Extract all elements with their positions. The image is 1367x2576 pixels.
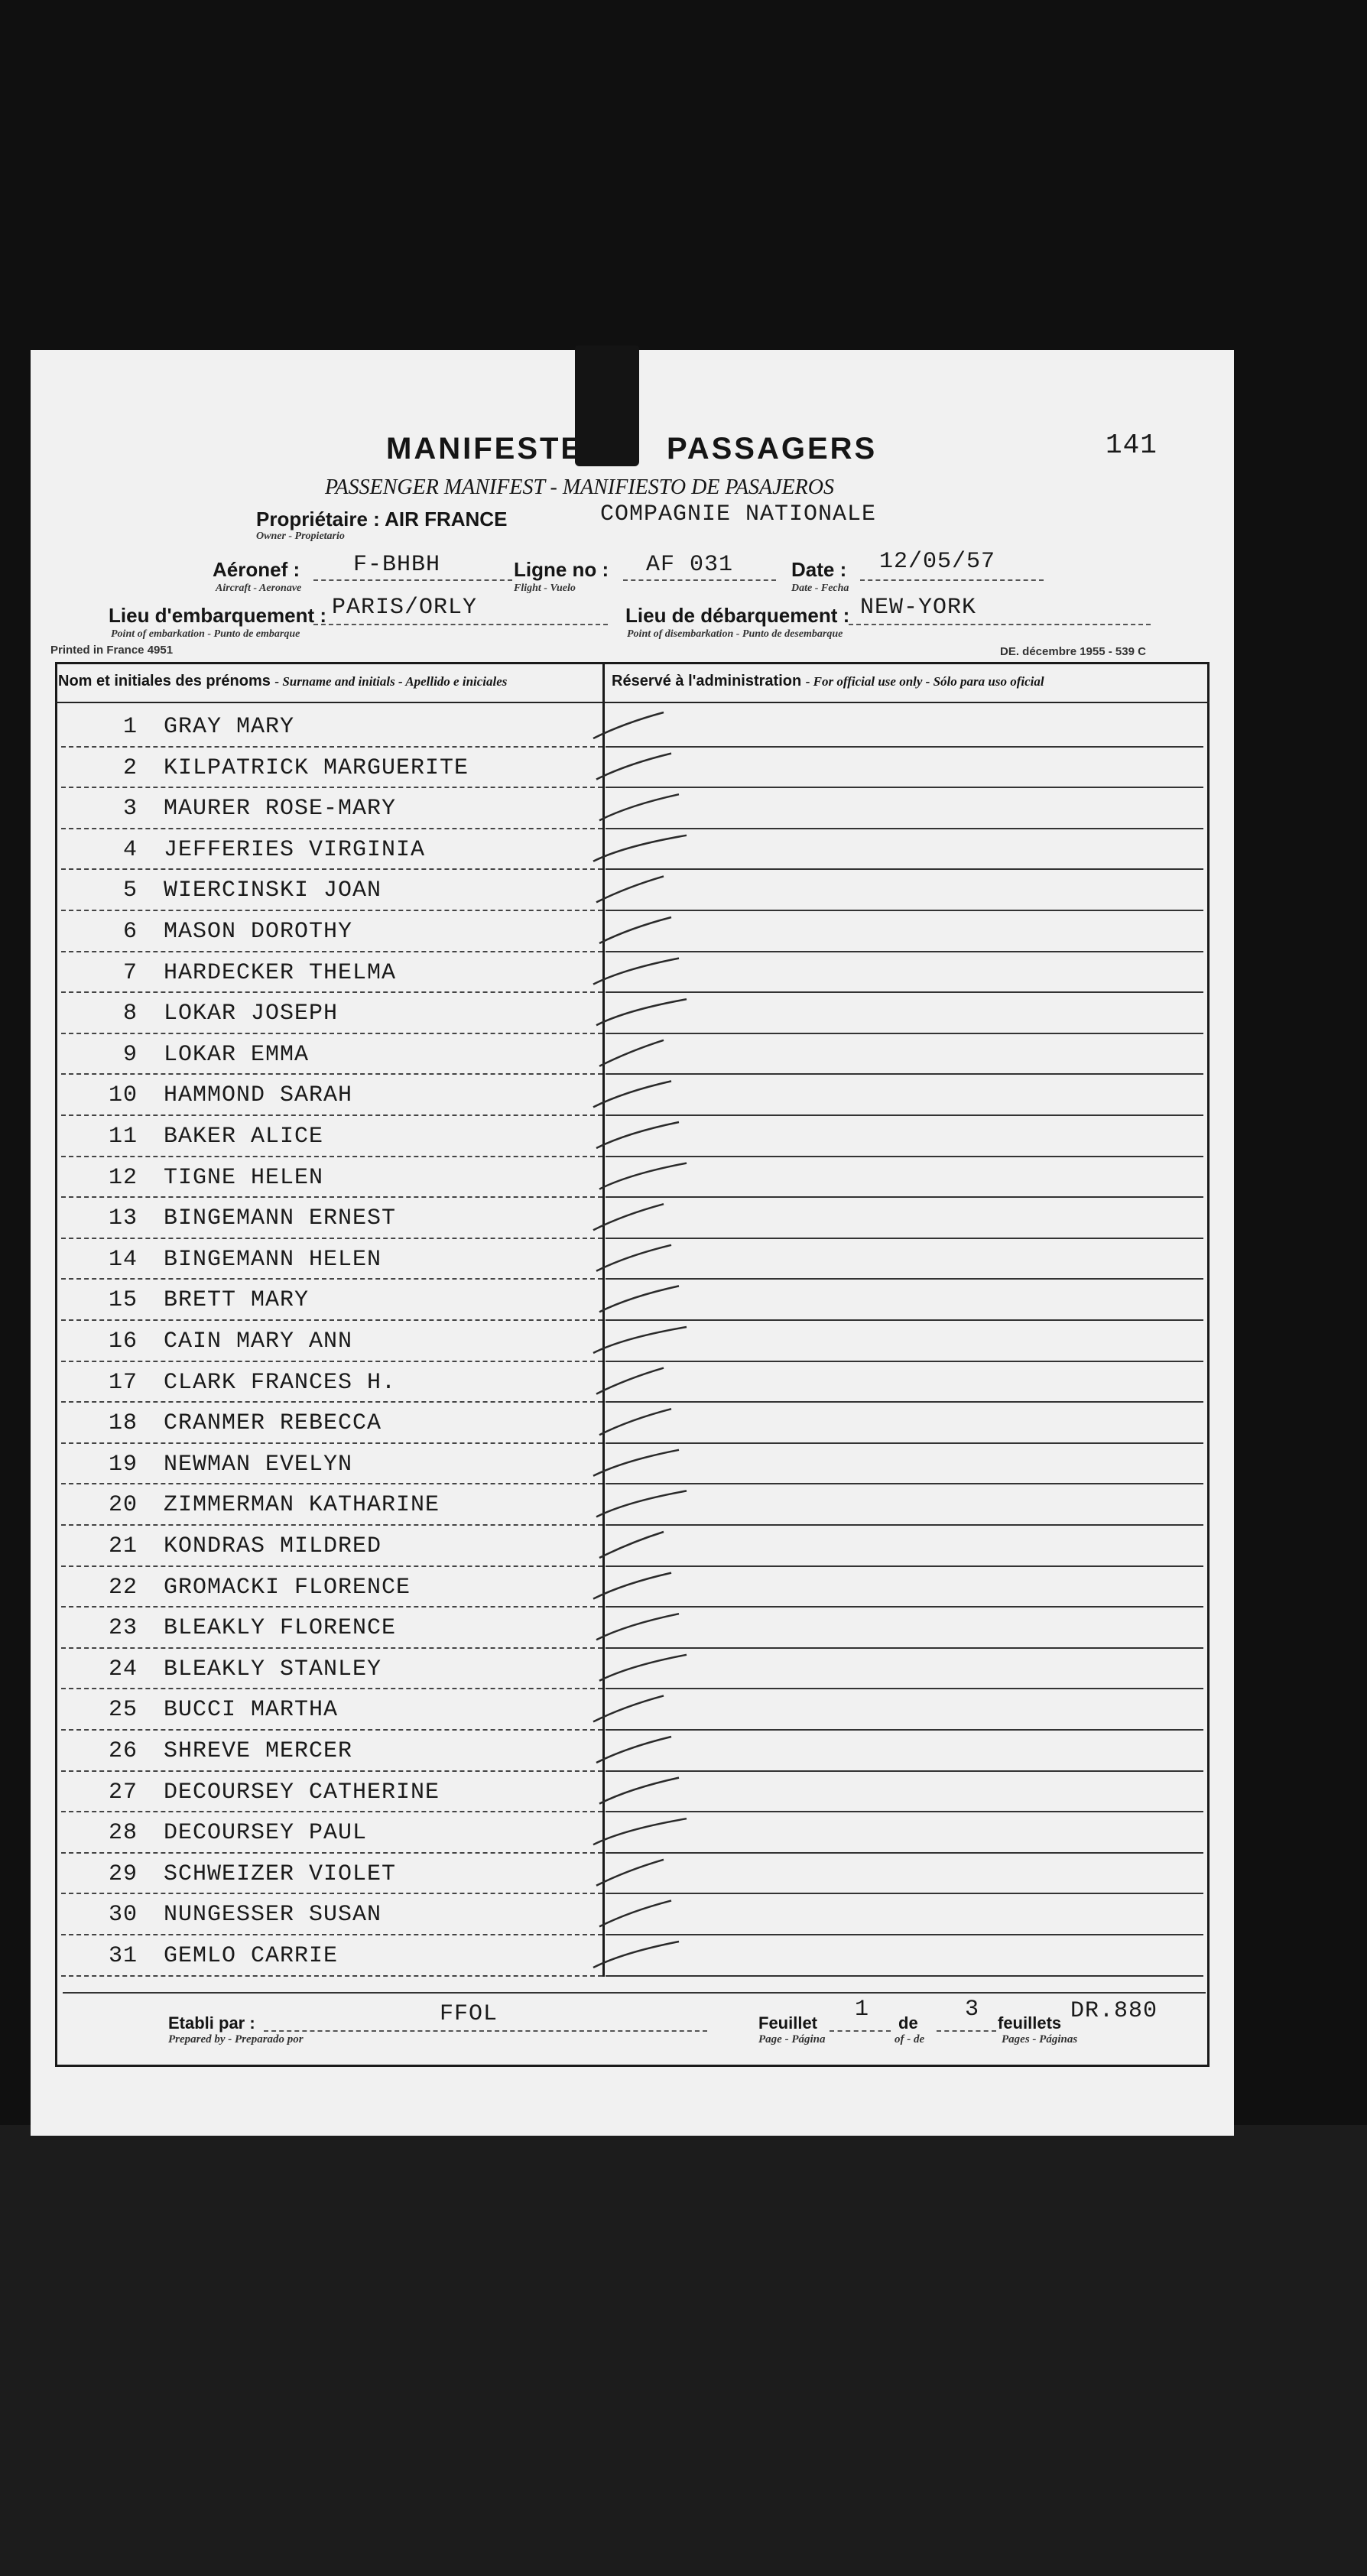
row-number: 18: [108, 1410, 138, 1437]
passenger-name: LOKAR EMMA: [164, 1041, 310, 1068]
passenger-name: HARDECKER THELMA: [164, 959, 397, 986]
of-value: 3: [965, 1997, 980, 2023]
line-value: AF 031: [646, 552, 734, 578]
row-number: 7: [122, 959, 138, 986]
prepared-sublabel: Prepared by - Preparado por: [168, 2033, 304, 2046]
check-mark: [599, 917, 671, 943]
passenger-name: NUNGESSER SUSAN: [164, 1902, 382, 1929]
check-mark: [596, 1737, 671, 1763]
sheet-label: Feuillet: [758, 2013, 818, 2033]
check-mark: [593, 1450, 679, 1476]
row-number: 19: [108, 1451, 138, 1478]
row-number: 1: [122, 714, 138, 740]
sheets-sublabel: Pages - Páginas: [1002, 2033, 1078, 2046]
row-number: 29: [108, 1861, 138, 1887]
aircraft-value: F-BHBH: [353, 552, 441, 578]
passenger-name: DECOURSEY PAUL: [164, 1820, 368, 1847]
footer-rule: [63, 1992, 1206, 1994]
aircraft-label: Aéronef :: [213, 558, 300, 581]
check-mark: [596, 754, 671, 780]
passenger-name: KONDRAS MILDRED: [164, 1533, 382, 1559]
sheet-line: [830, 2030, 891, 2032]
passenger-name: GEMLO CARRIE: [164, 1943, 339, 1969]
check-mark: [593, 1204, 664, 1230]
passenger-name: BRETT MARY: [164, 1287, 310, 1314]
row-number: 9: [122, 1041, 138, 1068]
passenger-name: BUCCI MARTHA: [164, 1697, 339, 1724]
passenger-name: WIERCINSKI JOAN: [164, 878, 382, 904]
check-mark: [593, 959, 679, 985]
prepared-value: FFOL: [440, 2001, 498, 2027]
passenger-name: BAKER ALICE: [164, 1124, 324, 1150]
check-mark: [599, 1532, 664, 1558]
check-mark: [593, 835, 687, 861]
passenger-name: TIGNE HELEN: [164, 1164, 324, 1191]
embark-sublabel: Point of embarkation - Punto de embarque: [111, 628, 300, 640]
row-number: 15: [108, 1287, 138, 1314]
passenger-name: ZIMMERMAN KATHARINE: [164, 1492, 440, 1519]
passenger-name: MAURER ROSE-MARY: [164, 796, 397, 822]
debark-sublabel: Point of disembarkation - Punto de desembarque: [627, 628, 843, 640]
row-number: 2: [122, 754, 138, 781]
row-number: 17: [108, 1369, 138, 1396]
passenger-name: JEFFERIES VIRGINIA: [164, 836, 426, 863]
passenger-name: LOKAR JOSEPH: [164, 1001, 339, 1027]
row-number: 8: [122, 1001, 138, 1027]
sheet-value: 1: [855, 1997, 870, 2023]
check-mark: [599, 1163, 687, 1189]
column-header-official-fr: Réservé à l'administration: [612, 673, 802, 689]
row-number: 30: [108, 1902, 138, 1929]
subtitle: PASSENGER MANIFEST - MANIFIESTO DE PASAJEROS: [325, 475, 834, 499]
sheets-label: feuillets: [998, 2013, 1062, 2033]
row-number: 13: [108, 1205, 138, 1232]
sheet-reference: DR.880: [1070, 1998, 1158, 2024]
passenger-name: CRANMER REBECCA: [164, 1410, 382, 1437]
row-number: 5: [122, 878, 138, 904]
check-mark: [596, 1614, 679, 1640]
row-number: 10: [108, 1082, 138, 1109]
row-number: 26: [108, 1738, 138, 1764]
check-mark: [599, 1900, 671, 1926]
debark-label: Lieu de débarquement :: [625, 604, 850, 627]
row-number: 16: [108, 1329, 138, 1355]
check-mark: [599, 1040, 664, 1066]
check-mark: [593, 1818, 687, 1844]
passenger-name: GRAY MARY: [164, 714, 295, 740]
passenger-name: BINGEMANN HELEN: [164, 1246, 382, 1273]
passenger-name: CAIN MARY ANN: [164, 1329, 353, 1355]
prepared-line: [264, 2030, 707, 2032]
check-mark: [593, 1081, 671, 1107]
row-number: 25: [108, 1697, 138, 1724]
row-number: 24: [108, 1656, 138, 1682]
of-sublabel: of - de: [895, 2033, 925, 2046]
row-number: 31: [108, 1943, 138, 1969]
of-line: [937, 2030, 996, 2032]
check-mark: [596, 1122, 679, 1148]
title-right: PASSAGERS: [667, 432, 878, 466]
passenger-name: BINGEMANN ERNEST: [164, 1205, 397, 1232]
sheet-sublabel: Page - Página: [758, 2033, 826, 2046]
row-number: 27: [108, 1779, 138, 1805]
owner-value: COMPAGNIE NATIONALE: [600, 501, 877, 527]
check-mark: [593, 1942, 679, 1968]
embark-label: Lieu d'embarquement :: [109, 604, 326, 627]
row-number: 23: [108, 1615, 138, 1642]
owner-label: Propriétaire : AIR FRANCE: [256, 508, 508, 530]
passenger-name: MASON DOROTHY: [164, 919, 353, 945]
row-number: 11: [108, 1124, 138, 1150]
check-mark: [593, 1695, 664, 1721]
check-mark: [599, 1286, 679, 1312]
check-mark: [599, 1778, 679, 1804]
check-mark: [596, 1860, 664, 1886]
row-number: 28: [108, 1820, 138, 1847]
form-reference: DE. décembre 1955 - 539 C: [1000, 645, 1146, 658]
passenger-name: NEWMAN EVELYN: [164, 1451, 353, 1478]
title-left: MANIFESTE: [386, 432, 584, 466]
check-mark: [596, 999, 687, 1025]
check-mark: [599, 1655, 687, 1681]
row-number: 22: [108, 1574, 138, 1601]
debark-value: NEW-YORK: [860, 595, 977, 621]
row-number: 12: [108, 1164, 138, 1191]
check-mark: [593, 712, 664, 738]
date-sublabel: Date - Fecha: [791, 582, 849, 594]
column-header-names-sub: - Surname and initials - Apellido e iniciales: [274, 674, 508, 689]
column-header-names-fr: Nom et initiales des prénoms: [58, 673, 271, 689]
check-mark: [596, 876, 664, 902]
line-label: Ligne no :: [514, 558, 609, 581]
page-number: 141: [1106, 430, 1158, 461]
embark-value: PARIS/ORLY: [332, 595, 478, 621]
row-number: 4: [122, 836, 138, 863]
passenger-name: HAMMOND SARAH: [164, 1082, 353, 1109]
aircraft-sublabel: Aircraft - Aeronave: [216, 582, 302, 594]
check-mark: [599, 1409, 671, 1435]
owner-sublabel: Owner - Propietario: [256, 530, 345, 542]
check-mark: [599, 794, 679, 820]
row-number: 3: [122, 796, 138, 822]
line-sublabel: Flight - Vuelo: [514, 582, 576, 594]
passenger-name: GROMACKI FLORENCE: [164, 1574, 411, 1601]
row-number: 6: [122, 919, 138, 945]
printed-note: Printed in France 4951: [50, 644, 174, 657]
passenger-name: CLARK FRANCES H.: [164, 1369, 397, 1396]
check-mark: [593, 1573, 671, 1599]
date-value: 12/05/57: [879, 549, 996, 575]
passenger-name: SHREVE MERCER: [164, 1738, 353, 1764]
row-number: 14: [108, 1246, 138, 1273]
passenger-name: BLEAKLY FLORENCE: [164, 1615, 397, 1642]
row-number: 21: [108, 1533, 138, 1559]
check-mark: [593, 1327, 687, 1353]
passenger-name: SCHWEIZER VIOLET: [164, 1861, 397, 1887]
date-label: Date :: [791, 558, 847, 581]
passenger-name: DECOURSEY CATHERINE: [164, 1779, 440, 1805]
passenger-name: BLEAKLY STANLEY: [164, 1656, 382, 1682]
row-number: 20: [108, 1492, 138, 1519]
prepared-label: Etabli par :: [168, 2013, 255, 2033]
of-label: de: [898, 2013, 918, 2033]
passenger-name: KILPATRICK MARGUERITE: [164, 754, 469, 781]
check-mark: [596, 1245, 671, 1271]
column-header-official-sub: - For official use only - Sólo para uso oficial: [805, 674, 1044, 689]
check-mark: [596, 1368, 664, 1394]
check-mark: [596, 1491, 687, 1517]
